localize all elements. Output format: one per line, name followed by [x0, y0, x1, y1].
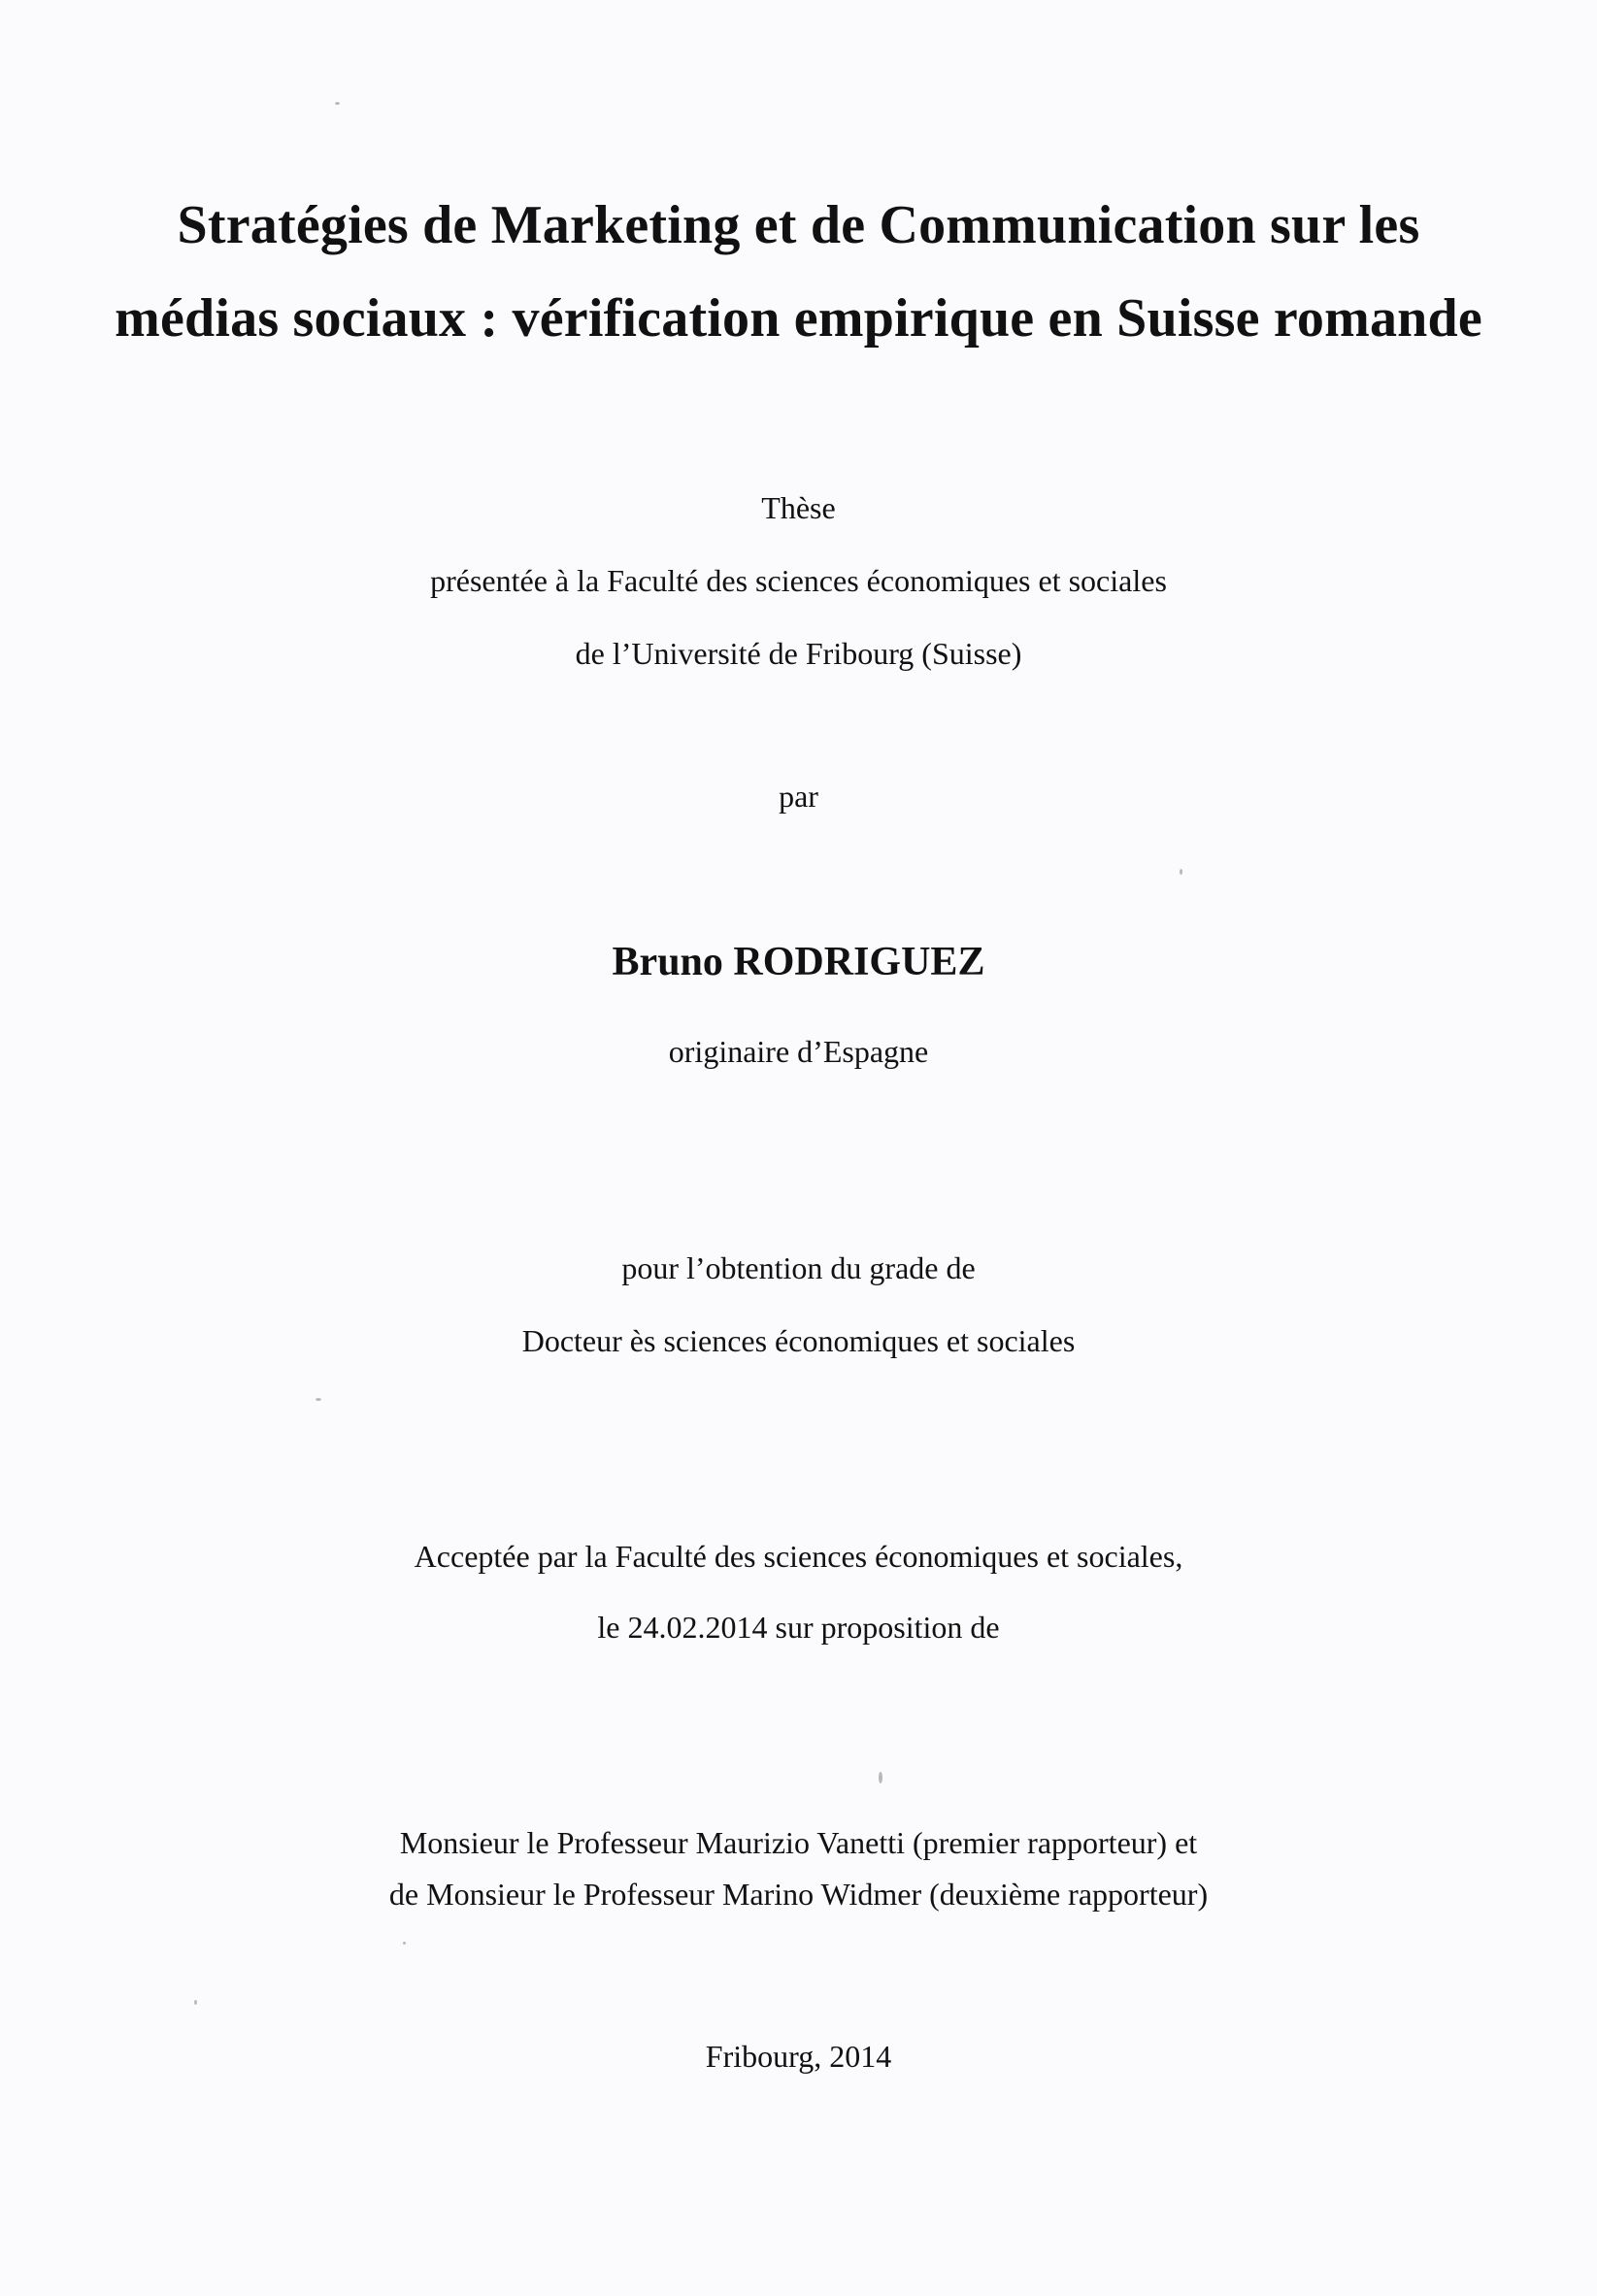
by-label: par	[779, 779, 818, 814]
author-origin: originaire d’Espagne	[668, 1034, 929, 1069]
accepted-line-2: le 24.02.2014 sur proposition de	[597, 1610, 1000, 1645]
jury-line-1: Monsieur le Professeur Maurizio Vanetti (premier rapporteur) et	[399, 1825, 1198, 1860]
degree-line-2: Docteur ès sciences économiques et sociales	[521, 1323, 1076, 1358]
jury-line-2: de Monsieur le Professeur Marino Widmer (deuxième rapporteur)	[388, 1877, 1209, 1912]
scan-speck	[403, 1942, 406, 1945]
presented-line-2: de l’Université de Fribourg (Suisse)	[575, 636, 1022, 671]
presented-line-1: présentée à la Faculté des sciences économiques et sociales	[430, 563, 1167, 598]
accepted-line-1: Acceptée par la Faculté des sciences économiques et sociales,	[414, 1539, 1183, 1574]
place-date: Fribourg, 2014	[705, 2039, 892, 2074]
scan-speck	[1180, 869, 1182, 875]
thesis-label: Thèse	[761, 490, 836, 525]
title-line-2: médias sociaux : vérification empirique en Suisse romande	[115, 288, 1482, 349]
degree-line-1: pour l’obtention du grade de	[621, 1250, 976, 1285]
scan-speck	[316, 1398, 321, 1401]
title-line-1: Stratégies de Marketing et de Communication sur les	[177, 195, 1420, 255]
scan-speck	[879, 1772, 882, 1783]
scan-speck	[194, 2000, 197, 2005]
scan-speck	[335, 102, 340, 105]
author-name: Bruno RODRIGUEZ	[612, 940, 985, 984]
